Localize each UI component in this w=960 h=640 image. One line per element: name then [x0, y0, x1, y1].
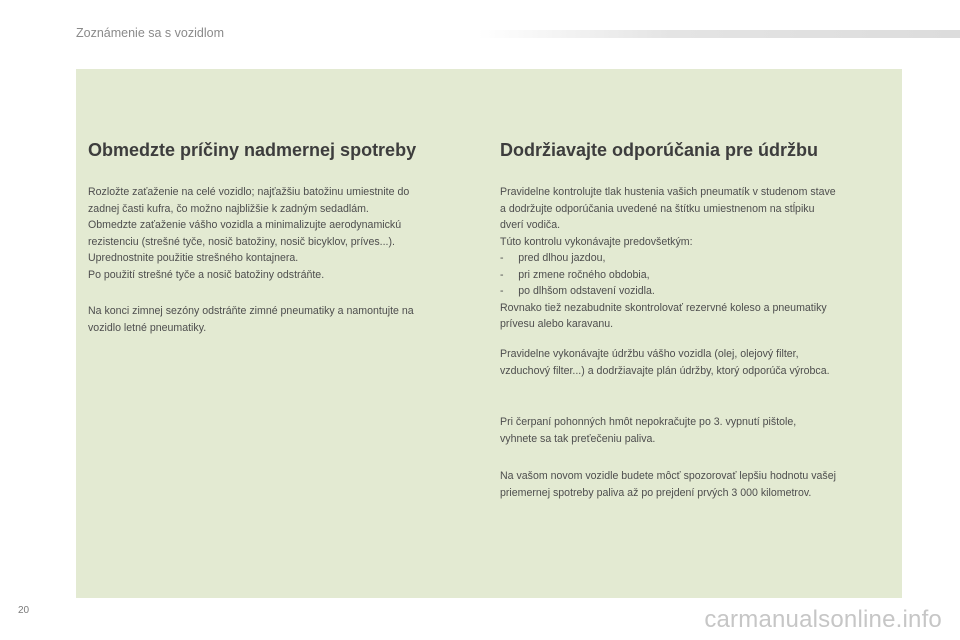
right-paragraph-4: [500, 468, 896, 501]
right-paragraph-1: [500, 184, 896, 333]
text-line: Obmedzte zaťaženie vášho vozidla a minimalizujte aerodynamickú: [88, 219, 402, 231]
text-line: vozidlo letné pneumatiky.: [88, 321, 207, 334]
text-line: Rozložte zaťaženie na celé vozidlo; najťažšiu batožinu umiestnite do: [88, 186, 410, 198]
left-paragraph-1: [88, 184, 474, 283]
text-line: Na konci zimnej sezóny odstráňte zimné pneumatiky a namontujte na: [88, 305, 414, 317]
text-line: zadnej časti kufra, čo možno najbližšie k zadným sedadlám.: [88, 202, 369, 215]
page-number: 20: [18, 605, 30, 616]
text-line: Na vašom novom vozidle budete môcť spozorovať lepšiu hodnotu vašej: [500, 470, 836, 482]
text-line: Pravidelne kontrolujte tlak hustenia vašich pneumatík v studenom stave: [500, 186, 836, 198]
text-line: a dodržujte odporúčania uvedené na štítku umiestnenom na stĺpiku: [500, 202, 815, 215]
text-line: vzduchový filter...) a dodržiavajte plán údržby, ktorý odporúča výrobca.: [500, 364, 830, 377]
text-line: vyhnete sa tak preťečeniu paliva.: [500, 432, 656, 445]
header-divider: [478, 30, 960, 38]
text-line: Pri čerpaní pohonných hmôt nepokračujte po 3. vypnutí pištole,: [500, 416, 797, 428]
text-line: Rovnako tiež nezabudnite skontrolovať rezervné koleso a pneumatiky: [500, 301, 827, 314]
content-panel: [76, 69, 902, 598]
text-line: Pravidelne vykonávajte údržbu vášho vozidla (olej, olejový filter,: [500, 348, 799, 360]
text-line: Po použití strešné tyče a nosič batožiny odstráňte.: [88, 268, 325, 281]
right-paragraph-2: [500, 346, 896, 379]
text-line: Túto kontrolu vykonávajte predovšetkým:: [500, 235, 693, 248]
section-title: Zoznámenie sa s vozidlom: [76, 26, 224, 40]
list-item: - po dlhšom odstavení vozidla.: [500, 285, 655, 297]
left-paragraph-2: [88, 303, 474, 336]
left-heading: Obmedzte príčiny nadmernej spotreby: [88, 140, 417, 160]
right-paragraph-3: [500, 414, 896, 447]
right-heading: Dodržiavajte odporúčania pre údržbu: [500, 140, 819, 160]
list-item: - pred dlhou jazdou,: [500, 252, 606, 264]
text-line: priemernej spotreby paliva až po prejdení prvých 3 000 kilometrov.: [500, 486, 812, 499]
text-line: prívesu alebo karavanu.: [500, 318, 614, 330]
text-line: dverí vodiča.: [500, 219, 561, 231]
watermark: carmanualsonline.info: [704, 606, 942, 633]
list-item: - pri zmene ročného obdobia,: [500, 268, 650, 281]
text-line: rezistenciu (strešné tyče, nosič batožiny, nosič bicyklov, príves...).: [88, 235, 395, 248]
text-line: Uprednostnite použitie strešného kontajnera.: [88, 252, 299, 264]
